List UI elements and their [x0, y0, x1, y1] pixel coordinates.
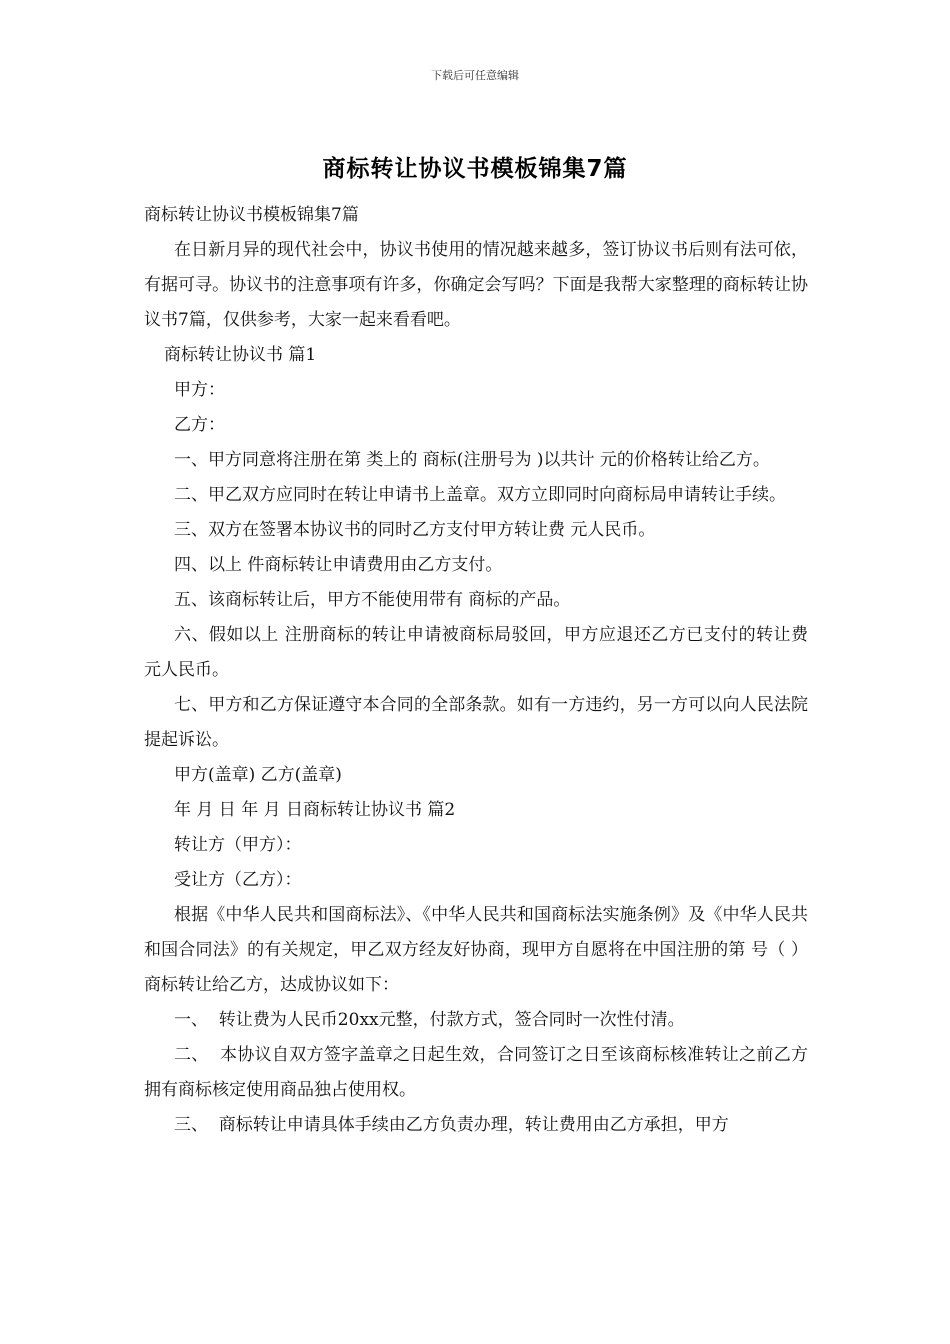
paragraph: 七、甲方和乙方保证遵守本合同的全部条款。如有一方违约，另一方可以向人民法院提起诉讼。	[144, 695, 808, 750]
paragraph: 一、 转让费为人民币20xx元整，付款方式，签合同时一次性付清。	[174, 1010, 685, 1030]
page-header-note: 下载后可任意编辑	[431, 69, 519, 82]
document-title: 商标转让协议书模板锦集7篇	[322, 156, 628, 182]
paragraph: 受让方（乙方）：	[174, 870, 302, 890]
paragraph: 乙方：	[174, 415, 225, 435]
paragraph: 商标转让协议书模板锦集7篇	[144, 205, 359, 225]
document-body	[144, 198, 814, 1143]
paragraph: 二、 本协议自双方签字盖章之日起生效，合同签订之日至该商标核准转让之前乙方拥有商标核定使用商品独占使用权。	[144, 1045, 808, 1100]
paragraph: 一、甲方同意将注册在第 类上的 商标(注册号为 )以共计 元的价格转让给乙方。	[174, 450, 770, 470]
paragraph: 甲方：	[174, 380, 225, 400]
paragraph: 三、 商标转让申请具体手续由乙方负责办理，转让费用由乙方承担，甲方	[174, 1115, 729, 1135]
paragraph: 三、双方在签署本协议书的同时乙方支付甲方转让费 元人民币。	[174, 520, 656, 540]
paragraph: 根据《中华人民共和国商标法》、《中华人民共和国商标法实施条例》及《中华人民共和国合同法》的有关规定，甲乙双方经友好协商，现甲方自愿将在中国注册的第 号（ ）商标转让给乙方，达成协议如下：	[144, 905, 808, 995]
section-heading: 商标转让协议书 篇1	[164, 345, 317, 365]
paragraph: 甲方(盖章) 乙方(盖章)	[174, 765, 342, 785]
paragraph: 二、甲乙双方应同时在转让申请书上盖章。双方立即同时向商标局申请转让手续。	[174, 485, 786, 505]
paragraph: 转让方（甲方）：	[174, 835, 302, 855]
paragraph: 四、以上 件商标转让申请费用由乙方支付。	[174, 555, 503, 575]
paragraph: 五、该商标转让后，甲方不能使用带有 商标的产品。	[174, 590, 571, 610]
paragraph: 在日新月异的现代社会中，协议书使用的情况越来越多，签订协议书后则有法可依，有据可寻。协议书的注意事项有许多，你确定会写吗？下面是我帮大家整理的商标转让协议书7篇，仅供参考，大家一起来看看吧。	[144, 240, 808, 330]
paragraph: 六、假如以上 注册商标的转让申请被商标局驳回，甲方应退还乙方已支付的转让费 元人民币。	[144, 625, 814, 680]
section-heading: 年 月 日 年 月 日商标转让协议书 篇2	[174, 800, 456, 820]
